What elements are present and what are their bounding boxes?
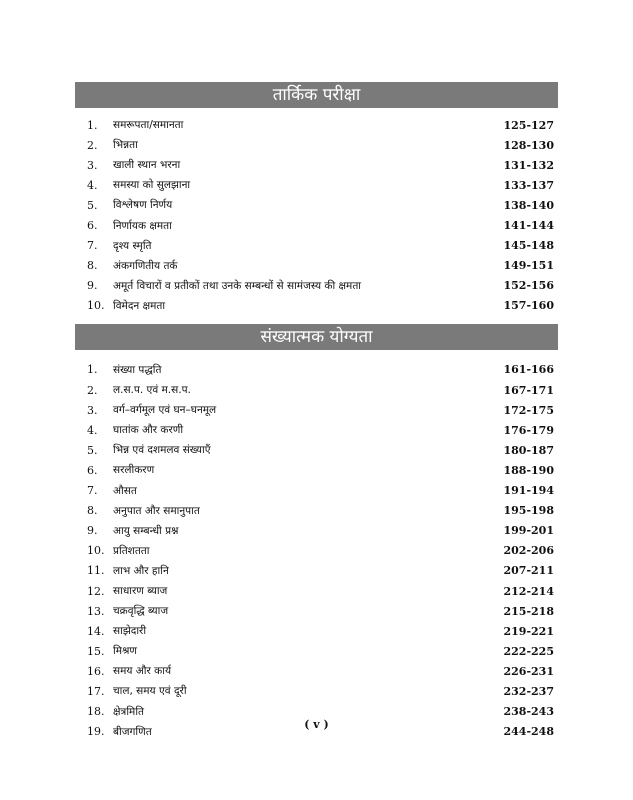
chapter-title: मिश्रण bbox=[113, 645, 138, 658]
chapter-number: 7. bbox=[87, 484, 98, 498]
section-heading: संख्यात्मक योग्यता bbox=[75, 324, 558, 350]
chapter-list bbox=[75, 360, 558, 742]
chapter-title: समय और कार्य bbox=[113, 665, 172, 678]
page-range: 138-140 bbox=[503, 198, 554, 212]
chapter-row bbox=[75, 681, 558, 701]
page-range: 188-190 bbox=[503, 463, 554, 477]
chapter-number: 1. bbox=[87, 118, 98, 132]
page-range: 199-201 bbox=[503, 524, 554, 538]
chapter-title: बीजगणित bbox=[113, 725, 152, 738]
chapter-row bbox=[75, 175, 558, 195]
chapter-number: 14. bbox=[87, 624, 105, 638]
chapter-number: 19. bbox=[87, 725, 105, 739]
chapter-title: क्षेत्रमिति bbox=[113, 705, 145, 718]
chapter-number: 15. bbox=[87, 644, 105, 658]
section-numerical-ability bbox=[75, 324, 558, 742]
page-range: 145-148 bbox=[503, 239, 554, 253]
chapter-number: 13. bbox=[87, 604, 105, 618]
chapter-title: औसत bbox=[113, 484, 137, 497]
chapter-row bbox=[75, 115, 558, 135]
chapter-number: 8. bbox=[87, 259, 98, 273]
chapter-title: संख्या पद्धति bbox=[113, 363, 162, 376]
page-range: 152-156 bbox=[503, 279, 554, 293]
page-range: 180-187 bbox=[503, 443, 554, 457]
section-reasoning bbox=[75, 82, 558, 316]
chapter-number: 6. bbox=[87, 219, 98, 233]
chapter-number: 5. bbox=[87, 443, 98, 457]
chapter-title: समरूपता/समानता bbox=[113, 119, 184, 132]
page-range: 141-144 bbox=[503, 219, 554, 233]
page-range: 222-225 bbox=[503, 644, 554, 658]
chapter-row bbox=[75, 215, 558, 235]
page-range: 212-214 bbox=[503, 584, 554, 598]
chapter-number: 4. bbox=[87, 423, 98, 437]
chapter-row bbox=[75, 460, 558, 480]
chapter-number: 9. bbox=[87, 279, 98, 293]
chapter-row bbox=[75, 360, 558, 380]
page-range: 202-206 bbox=[503, 544, 554, 558]
chapter-row bbox=[75, 380, 558, 400]
chapter-row bbox=[75, 276, 558, 296]
chapter-number: 18. bbox=[87, 705, 105, 719]
chapter-title: विश्लेषण निर्णय bbox=[113, 199, 173, 212]
page-range: 125-127 bbox=[503, 118, 554, 132]
chapter-row bbox=[75, 400, 558, 420]
chapter-title: चाल, समय एवं दूरी bbox=[113, 685, 187, 698]
chapter-row bbox=[75, 420, 558, 440]
chapter-row bbox=[75, 621, 558, 641]
table-of-contents bbox=[75, 82, 558, 742]
chapter-title: वर्ग–वर्गमूल एवं घन–घनमूल bbox=[113, 404, 217, 417]
chapter-title: ल.स.प. एवं म.स.प. bbox=[113, 384, 191, 397]
page-range: 226-231 bbox=[503, 664, 554, 678]
chapter-title: साझेदारी bbox=[113, 625, 147, 638]
chapter-row bbox=[75, 155, 558, 175]
page-range: 128-130 bbox=[503, 138, 554, 152]
chapter-title: आयु सम्बन्धी प्रश्न bbox=[113, 524, 179, 537]
chapter-row bbox=[75, 195, 558, 215]
chapter-row bbox=[75, 501, 558, 521]
chapter-title: भिन्नता bbox=[113, 139, 138, 152]
chapter-number: 9. bbox=[87, 524, 98, 538]
section-heading: तार्किक परीक्षा bbox=[75, 82, 558, 108]
page-range: 244-248 bbox=[503, 725, 554, 739]
chapter-number: 6. bbox=[87, 463, 98, 477]
chapter-title: अंकगणितीय तर्क bbox=[113, 259, 178, 272]
chapter-row bbox=[75, 296, 558, 316]
page-range: 207-211 bbox=[503, 564, 554, 578]
chapter-row bbox=[75, 601, 558, 621]
chapter-title: भिन्न एवं दशमलव संख्याएँ bbox=[113, 444, 211, 457]
page-range: 167-171 bbox=[503, 383, 554, 397]
chapter-row bbox=[75, 440, 558, 460]
chapter-row bbox=[75, 135, 558, 155]
page-range: 176-179 bbox=[503, 423, 554, 437]
chapter-number: 5. bbox=[87, 198, 98, 212]
chapter-number: 1. bbox=[87, 363, 98, 377]
chapter-title: दृश्य स्मृति bbox=[113, 239, 152, 252]
chapter-number: 2. bbox=[87, 383, 98, 397]
chapter-number: 17. bbox=[87, 684, 105, 698]
chapter-title: समस्या को सुलझाना bbox=[113, 179, 191, 192]
chapter-title: लाभ और हानि bbox=[113, 564, 169, 577]
chapter-title: खाली स्थान भरना bbox=[113, 159, 181, 172]
chapter-row bbox=[75, 521, 558, 541]
chapter-row bbox=[75, 541, 558, 561]
page-range: 133-137 bbox=[503, 178, 554, 192]
chapter-number: 10. bbox=[87, 299, 105, 313]
chapter-title: साधारण ब्याज bbox=[113, 585, 168, 598]
chapter-number: 3. bbox=[87, 403, 98, 417]
page-range: 157-160 bbox=[503, 299, 554, 313]
page-range: 232-237 bbox=[503, 684, 554, 698]
page-range: 219-221 bbox=[503, 624, 554, 638]
chapter-number: 7. bbox=[87, 239, 98, 253]
chapter-list bbox=[75, 115, 558, 316]
chapter-number: 8. bbox=[87, 504, 98, 518]
page-range: 161-166 bbox=[503, 363, 554, 377]
chapter-row bbox=[75, 236, 558, 256]
page-range: 131-132 bbox=[503, 158, 554, 172]
chapter-number: 16. bbox=[87, 664, 105, 678]
chapter-title: सरलीकरण bbox=[113, 464, 155, 477]
chapter-number: 4. bbox=[87, 178, 98, 192]
chapter-number: 3. bbox=[87, 158, 98, 172]
page-range: 238-243 bbox=[503, 705, 554, 719]
chapter-row bbox=[75, 661, 558, 681]
page-range: 195-198 bbox=[503, 504, 554, 518]
chapter-row bbox=[75, 481, 558, 501]
chapter-title: निर्णायक क्षमता bbox=[113, 219, 172, 232]
page-number: ( v ) bbox=[304, 718, 329, 731]
page-range: 191-194 bbox=[503, 484, 554, 498]
chapter-row bbox=[75, 641, 558, 661]
chapter-title: प्रतिशतता bbox=[113, 544, 150, 557]
page-range: 215-218 bbox=[503, 604, 554, 618]
chapter-number: 12. bbox=[87, 584, 105, 598]
chapter-number: 11. bbox=[87, 564, 105, 578]
chapter-title: विमेदन क्षमता bbox=[113, 299, 166, 312]
chapter-row bbox=[75, 581, 558, 601]
page-range: 172-175 bbox=[503, 403, 554, 417]
chapter-title: अमूर्त विचारों व प्रतीकों तथा उनके सम्बन्धों से सामंजस्य की क्षमता bbox=[113, 279, 362, 292]
chapter-title: चक्रवृद्धि ब्याज bbox=[113, 605, 169, 618]
chapter-title: अनुपात और समानुपात bbox=[113, 504, 200, 517]
chapter-title: घातांक और करणी bbox=[113, 424, 184, 437]
chapter-number: 10. bbox=[87, 544, 105, 558]
page-range: 149-151 bbox=[503, 259, 554, 273]
chapter-row bbox=[75, 256, 558, 276]
chapter-row bbox=[75, 561, 558, 581]
chapter-number: 2. bbox=[87, 138, 98, 152]
